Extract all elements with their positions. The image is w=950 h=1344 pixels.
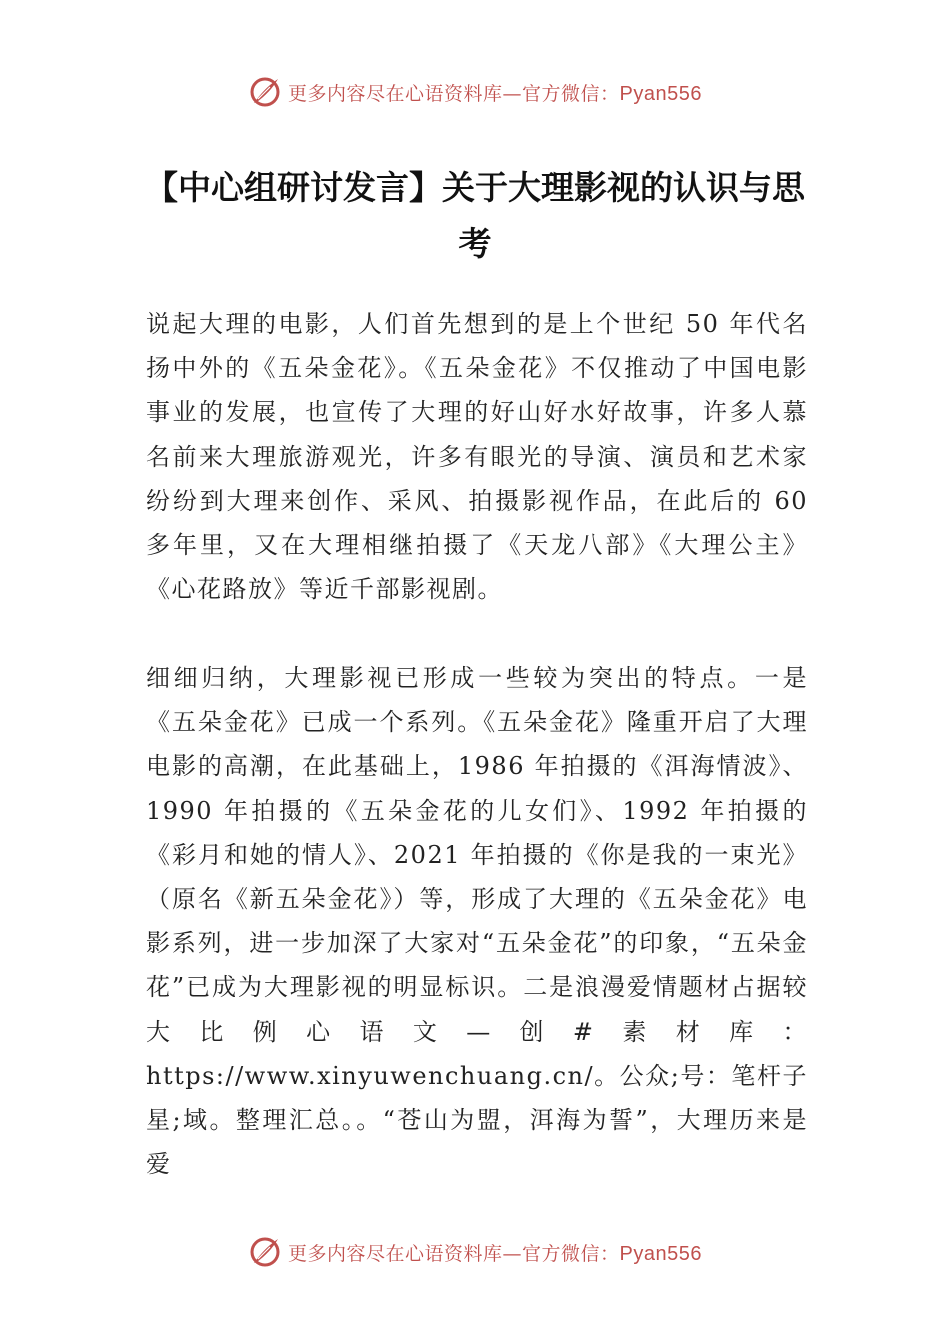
paragraph-2: 细细归纳，大理影视已形成一些较为突出的特点。一是《五朵金花》已成一个系列。《五朵金花》隆重开启了大理电影的高潮，在此基础上，1986 年拍摄的《洱海情波》、 1990 年拍摄的《五朵金花的儿女们》、1992 年拍摄的《彩月和她的情人》、2021 年拍摄的《你是我的一束光》（原名《新五朵金花》）等，形成了大理的《五朵金花》电影系列，进一步加深了大家对“五朵金花”的印象，“五朵金花”已成为大理影视的明显标识。二是浪漫爱情题材占据较大比例心语文—创#素材库：https://www.xinyuwenchuang.cn/。公众;号：笔杆子星;域。整理汇总。。“苍山为盟，洱海为誓”，大理历来是爱 bbox=[146, 664, 808, 1179]
footer-watermark bbox=[0, 1232, 950, 1272]
quill-logo-icon bbox=[248, 75, 282, 109]
watermark-text: 更多内容尽在心语资料库—官方微信：Pyan556 bbox=[288, 1242, 702, 1265]
document-title: 【中心组研讨发言】关于大理影视的认识与思考 bbox=[145, 168, 805, 263]
quill-logo-icon bbox=[248, 1235, 282, 1269]
paragraph-1: 说起大理的电影，人们首先想到的是上个世纪 50 年代名扬中外的《五朵金花》。《五朵金花》不仅推动了中国电影事业的发展，也宣传了大理的好山好水好故事，许多人慕名前来大理旅游观光，许多有眼光的导演、演员和艺术家纷纷到大理来创作、采风、拍摄影视作品，在此后的 60 多年里，又在大理相继拍摄了《天龙八部》《大理公主》《心花路放》等近千部影视剧。 bbox=[146, 310, 808, 604]
header-watermark bbox=[0, 72, 950, 112]
watermark-text: 更多内容尽在心语资料库—官方微信：Pyan556 bbox=[288, 82, 702, 105]
